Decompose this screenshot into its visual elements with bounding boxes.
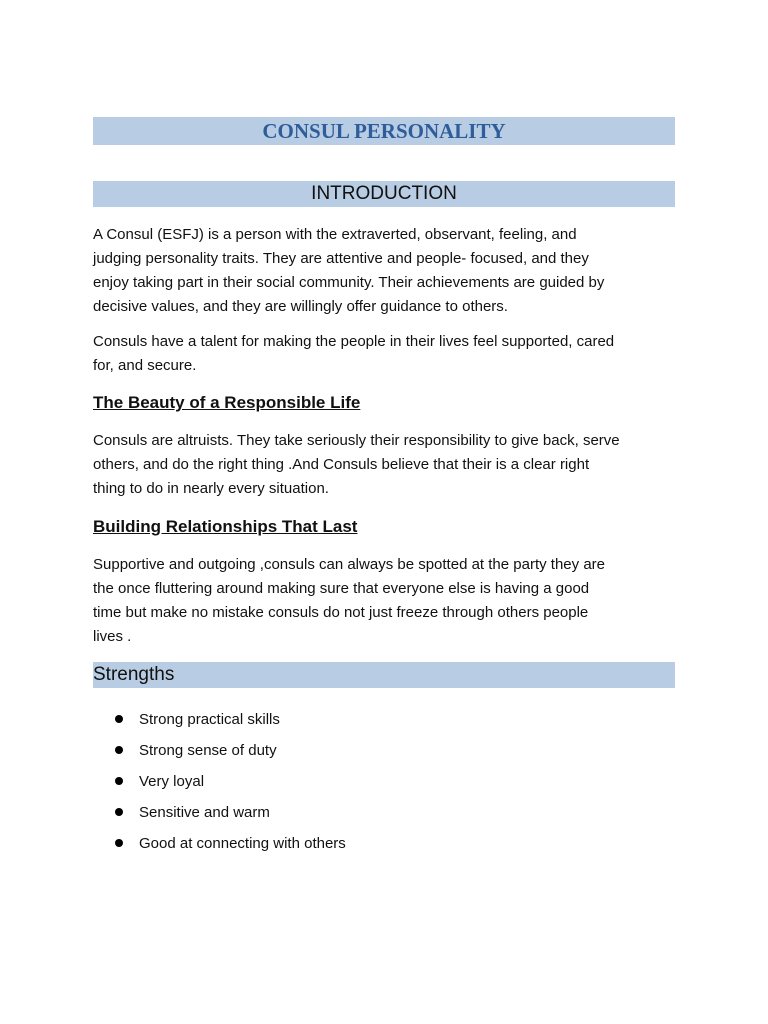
text-line: lives . — [93, 628, 132, 645]
strengths-list — [113, 708, 346, 863]
strengths-heading: Strengths — [93, 664, 175, 685]
text-line: for, and secure. — [93, 357, 197, 374]
text-line: decisive values, and they are willingly offer guidance to others. — [93, 298, 508, 315]
bullet-icon — [115, 746, 123, 754]
list-item — [113, 801, 346, 832]
bullet-icon — [115, 777, 123, 785]
list-item-label: Very loyal — [139, 773, 205, 790]
list-item — [113, 770, 346, 801]
text-line: time but make no mistake consuls do not just freeze through others people — [93, 604, 589, 621]
title-band — [93, 117, 675, 145]
bullet-icon — [115, 808, 123, 816]
text-line: enjoy taking part in their social community. Their achievements are guided by — [93, 274, 605, 291]
text-line: Consuls have a talent for making the people in their lives feel supported, cared — [93, 333, 615, 350]
list-item-label: Strong sense of duty — [139, 742, 277, 759]
list-item-label: Sensitive and warm — [139, 804, 270, 821]
section-heading-responsible-life: The Beauty of a Responsible Life — [93, 393, 361, 412]
text-line: Supportive and outgoing ,consuls can always be spotted at the party they are — [93, 556, 605, 573]
strengths-band — [93, 662, 675, 688]
section-heading-relationships: Building Relationships That Last — [93, 517, 358, 536]
list-item-label: Strong practical skills — [139, 711, 280, 728]
introduction-band — [93, 181, 675, 207]
section-1-paragraph — [93, 429, 675, 501]
intro-paragraph-1 — [93, 223, 675, 319]
bullet-icon — [115, 839, 123, 847]
list-item — [113, 739, 346, 770]
intro-paragraph-2 — [93, 330, 675, 378]
text-line: thing to do in nearly every situation. — [93, 480, 329, 497]
section-2-paragraph — [93, 553, 675, 649]
text-line: judging personality traits. They are attentive and people- focused, and they — [93, 250, 589, 267]
document-title: CONSUL PERSONALITY — [262, 119, 506, 143]
text-line: A Consul (ESFJ) is a person with the extraverted, observant, feeling, and — [93, 226, 577, 243]
bullet-icon — [115, 715, 123, 723]
list-item-label: Good at connecting with others — [139, 835, 346, 852]
introduction-heading: INTRODUCTION — [311, 183, 457, 204]
list-item — [113, 708, 346, 739]
text-line: Consuls are altruists. They take seriously their responsibility to give back, serve — [93, 432, 620, 449]
text-line: others, and do the right thing .And Consuls believe that their is a clear right — [93, 456, 590, 473]
list-item — [113, 832, 346, 863]
text-line: the once fluttering around making sure that everyone else is having a good — [93, 580, 590, 597]
